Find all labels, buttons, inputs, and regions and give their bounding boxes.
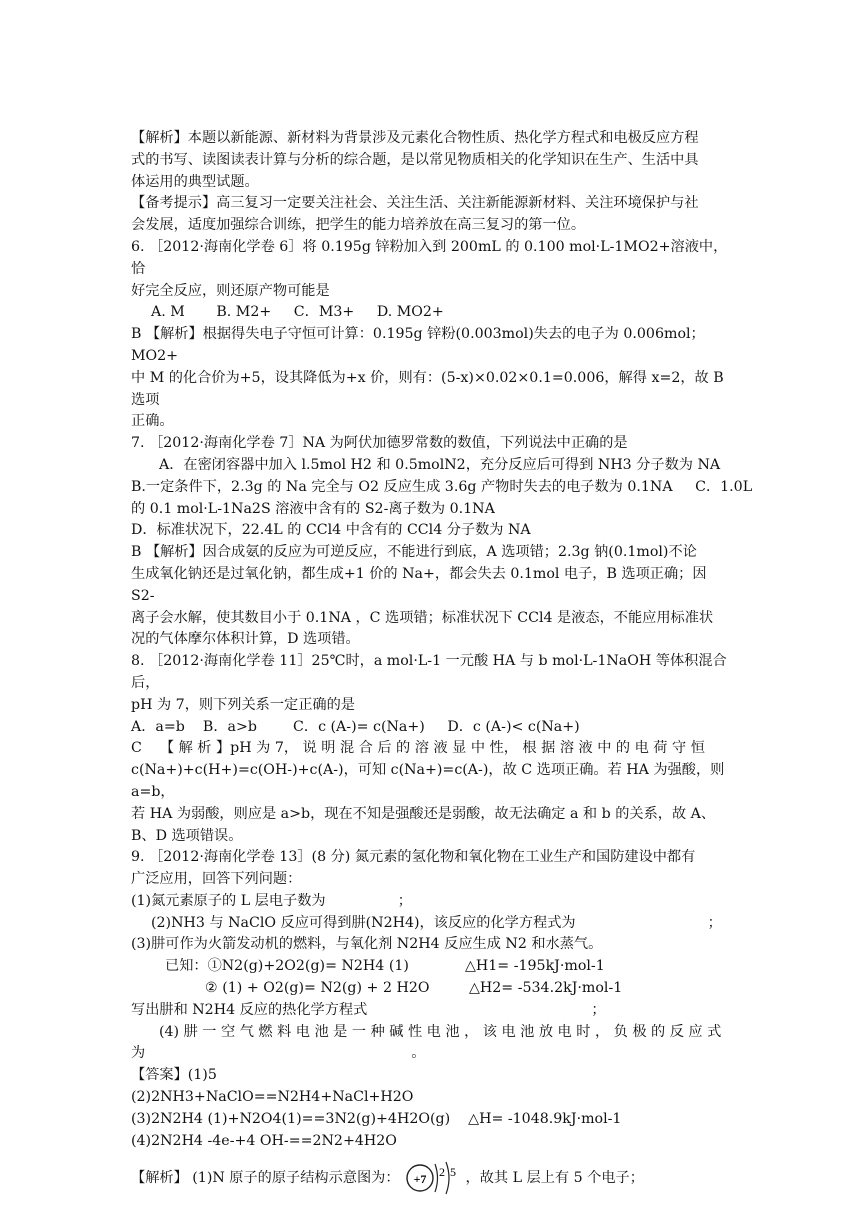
tip-line: 【备考提示】高三复习一定要关注社会、关注生活、关注新能源新材料、关注环境保护与社: [131, 195, 699, 212]
question-8-answer: C 【 解 析 】pH 为 7， 说 明 混 合 后 的 溶 液 显 中 性， 根 据 溶 液 中 的 电 荷 守 恒: [131, 740, 705, 757]
question-7-answer: 离子会水解，使其数目小于 0.1NA ，C 选项错；标准状况下 CCl4 是液态，不能应用标准状: [131, 609, 714, 626]
question-7-option-d: D．标准状况下，22.4L 的 CCl4 中含有的 CCl4 分子数为 NA: [131, 522, 531, 539]
question-9-sub-3: (3)肼可作为火箭发动机的燃料，与氧化剂 N2H4 反应生成 N2 和水蒸气。: [131, 936, 603, 953]
answer-line: (4)2N2H4 -4e-+4 OH-==2N2+4H2O: [131, 1132, 397, 1149]
analysis-line: 体运用的典型试题。: [131, 173, 259, 190]
question-9: 9. ［2012·海南化学卷 13］(8 分) 氮元素的氢化物和氧化物在工业生产和国防建设中都有: [131, 849, 696, 866]
question-6: 6. ［2012·海南化学卷 6］将 0.195g 锌粉加入到 200mL 的 0.100 mol·L-1MO2+溶液中，恰: [131, 238, 728, 277]
question-9-sub-2-text: (2)NH3 与 NaClO 反应可得到肼(N2H4)，该反应的化学方程式为: [151, 914, 576, 931]
answer-heading: 【答案】(1)5: [131, 1067, 217, 1084]
tip-line: 会发展，适度加强综合训练，把学生的能力培养放在高三复习的第一位。: [131, 217, 586, 234]
question-9-sub-4-cont-text: 为: [131, 1045, 146, 1062]
question-7-answer: B 【解析】因合成氨的反应为可逆反应，不能进行到底，A 选项错；2.3g 钠(0.1mol)不论: [131, 544, 697, 561]
question-9-sub-2: [131, 913, 731, 935]
analysis-line: 【解析】本题以新能源、新材料为背景涉及元素化合物性质、热化学方程式和电极反应方程: [131, 130, 699, 146]
known-equation-1-enthalpy: △H1= -195kJ·mol-1: [465, 958, 605, 975]
known-equation-2-enthalpy: △H2= -534.2kJ·mol-1: [469, 980, 623, 997]
document-body: [131, 128, 753, 1198]
question-9-sub-4: (4) 肼 一 空 气 燃 料 电 池 是 一 种 碱 性 电 池 ， 该 电 池 放 电 时 ， 负 极 的 反 应 式: [159, 1023, 722, 1040]
blank-end: 。: [411, 1045, 426, 1062]
answer-line: (3)2N2H4 (1)+N2O4(1)==3N2(g)+4H2O(g) △H= -1048.9kJ·mol-1: [131, 1110, 622, 1127]
question-6-answer: 正确。: [131, 413, 174, 430]
nitrogen-atom-structure-diagram: [402, 1158, 464, 1198]
known-equation-2: [131, 978, 731, 1000]
atom-shell-1-label: 2: [438, 1165, 445, 1180]
question-9-sub-1: (1)氮元素原子的 L 层电子数为 ；: [131, 892, 412, 909]
question-7-option-b: B.一定条件下，2.3g 的 Na 完全与 O2 反应生成 3.6g 产物时失去的电子数为 0.1NA C．1.0L: [131, 478, 753, 495]
question-6-answer: B 【解析】根据得失电子守恒可计算：0.195g 锌粉(0.003mol)失去的电子为 0.006mol；MO2+: [131, 326, 705, 364]
question-7-answer: 况的气体摩尔体积计算，D 选项错。: [131, 631, 360, 648]
known-equation-1-text: 已知：①N2(g)+2O2(g)= N2H4 (1): [165, 958, 409, 975]
answer-line: (2)2NH3+NaClO==N2H4+NaCl+H2O: [131, 1089, 414, 1106]
analysis-line: 式的书写、读图读表计算与分析的综合题，是以常见物质相关的化学知识在生产、生活中具: [131, 151, 699, 168]
atom-shell-2-label: 5: [449, 1165, 456, 1180]
question-9-sub-3-prompt-text: 写出肼和 N2H4 反应的热化学方程式: [131, 1001, 368, 1018]
question-7-option-a: A．在密闭容器中加入 l.5mol H2 和 0.5molN2，充分反应后可得到 NH3 分子数为 NA: [159, 456, 721, 473]
blank-end: ；: [707, 914, 722, 931]
question-6-answer: 中 M 的化合价为+5，设其降低为+x 价，则有：(5-x)×0.02×0.1=0.006，解得 x=2，故 B 选项: [131, 369, 724, 408]
question-8-answer: c(Na+)+c(H+)=c(OH-)+c(A-)，可知 c(Na+)=c(A-)，故 C 选项正确。若 HA 为强酸，则 a=b，: [131, 762, 725, 800]
question-7-option-c: 的 0.1 mol·L-1Na2S 溶液中含有的 S2-离子数为 0.1NA: [131, 500, 495, 517]
known-equation-2-text: ② (1) + O2(g)= N2(g) + 2 H2O: [205, 980, 430, 997]
known-equation-1: [131, 956, 731, 978]
question-9: 广泛应用，回答下列问题：: [131, 871, 302, 888]
question-7: 7. ［2012·海南化学卷 7］NA 为阿伏加德罗常数的数值，下列说法中正确的是: [131, 435, 628, 452]
blank-end: ；: [591, 1001, 606, 1018]
question-8: pH 为 7，则下列关系一定正确的是: [131, 696, 355, 713]
question-6-options: A. M B. M2+ C．M3+ D. MO2+: [151, 304, 444, 321]
explanation-line: [131, 1158, 731, 1198]
explanation-text: ，故其 L 层上有 5 个电子；: [465, 1169, 644, 1186]
question-8-answer: B、D 选项错误。: [131, 827, 243, 844]
explanation-text: 【解析】 (1)N 原子的原子结构示意图为：: [131, 1169, 400, 1186]
question-8-options: A．a=b B．a>b C．c (A-)= c(Na+) D．c (A-)< c(Na+): [131, 718, 580, 735]
atom-nucleus-label: +7: [413, 1172, 426, 1187]
question-7-answer: 生成氧化钠还是过氧化钠，都生成+1 价的 Na+，都会失去 0.1mol 电子，B 选项正确；因 S2-: [131, 565, 707, 604]
question-8-answer: 若 HA 为弱酸，则应是 a>b，现在不知是强酸还是弱酸，故无法确定 a 和 b 的关系，故 A、: [131, 805, 716, 822]
question-9-sub-3-prompt: [131, 1000, 731, 1022]
question-6: 好完全反应，则还原产物可能是: [131, 282, 330, 299]
question-9-sub-4-cont: [131, 1043, 731, 1065]
question-8: 8. ［2012·海南化学卷 11］25℃时，a mol·L-1 一元酸 HA 与 b mol·L-1NaOH 等体积混合后，: [131, 653, 727, 691]
